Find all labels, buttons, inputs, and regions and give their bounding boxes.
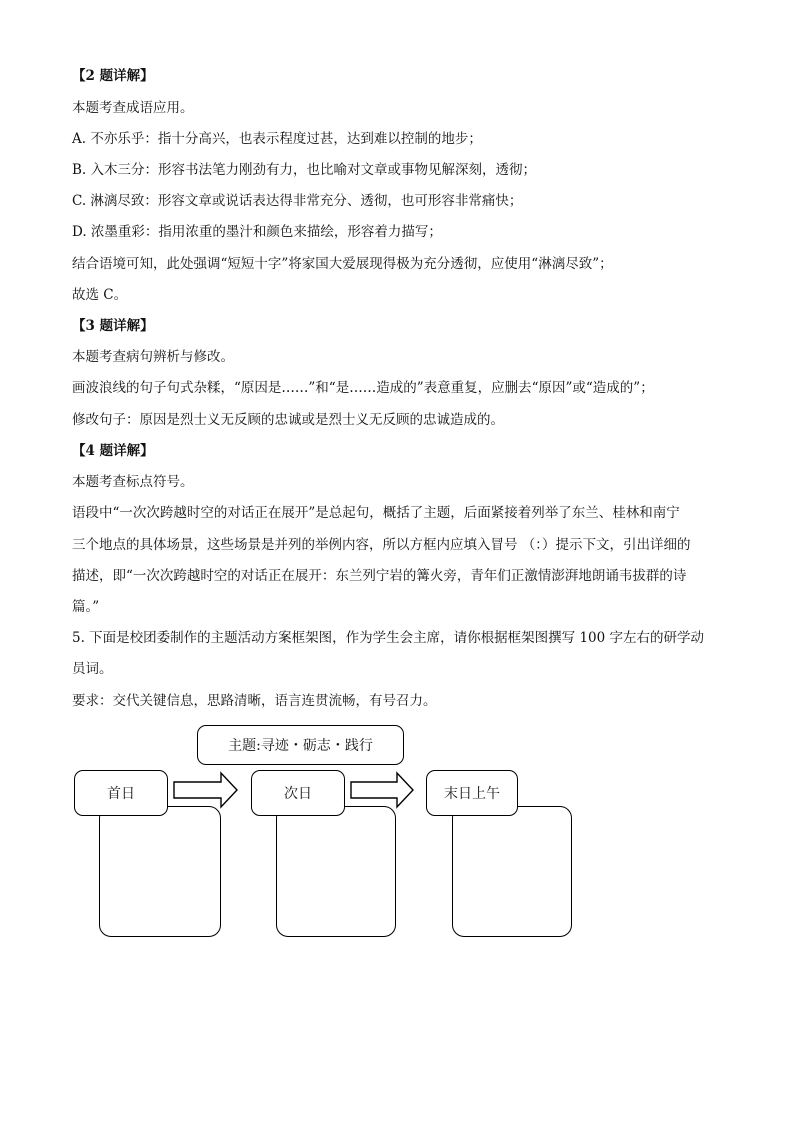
q2-option-d: D. 浓墨重彩：指用浓重的墨汁和颜色来描绘，形容着力描写； xyxy=(72,224,442,240)
arrow-icon xyxy=(351,773,413,807)
q3-line-2: 修改句子：原因是烈士义无反顾的忠诚或是烈士义无反顾的忠诚造成的。 xyxy=(72,412,504,428)
q3-title: 【3 题详解】 xyxy=(72,318,154,334)
q3-intro: 本题考查病句辨析与修改。 xyxy=(72,349,234,365)
diagram-day3: 末日上午 xyxy=(426,770,518,816)
q4-intro: 本题考查标点符号。 xyxy=(72,474,194,490)
q2-context: 结合语境可知，此处强调“短短十字”将家国大爱展现得极为充分透彻，应使用“淋漓尽致”； xyxy=(72,256,613,272)
diagram-day2: 次日 xyxy=(251,770,345,816)
q2-intro: 本题考查成语应用。 xyxy=(72,100,194,116)
diagram-theme: 主题:寻迹・砺志・践行 xyxy=(197,725,404,765)
q2-option-a: A. 不亦乐乎：指十分高兴，也表示程度过甚，达到难以控制的地步； xyxy=(72,131,482,147)
q4-line-2: 三个地点的具体场景，这些场景是并列的举例内容，所以方框内应填入冒号 （：）提示下文，引出详细的 xyxy=(72,537,691,553)
q2-option-b: B. 入木三分：形容书法笔力刚劲有力，也比喻对文章或事物见解深刻，透彻； xyxy=(72,162,537,178)
q4-line-3: 描述，即“一次次跨越时空的对话正在展开：东兰列宁岩的篝火旁，青年们正激情澎湃地朗诵韦拔群的诗 xyxy=(72,568,687,584)
q2-title: 【2 题详解】 xyxy=(72,68,154,84)
arrow-icon xyxy=(174,773,237,807)
q5-requirement: 要求：交代关键信息，思路清晰，语言连贯流畅，有号召力。 xyxy=(72,693,437,709)
q2-option-c: C. 淋漓尽致：形容文章或说话表达得非常充分、透彻，也可形容非常痛快； xyxy=(72,193,523,209)
q5-line-1: 5. 下面是校团委制作的主题活动方案框架图，作为学生会主席，请你根据框架图撰写 100 字左右的研学动 xyxy=(72,630,705,646)
q4-title: 【4 题详解】 xyxy=(72,443,154,459)
q4-line-1: 语段中“一次次跨越时空的对话正在展开”是总起句，概括了主题，后面紧接着列举了东兰、桂林和南宁 xyxy=(72,505,680,521)
q5-line-2: 员词。 xyxy=(72,661,113,677)
q2-answer: 故选 C。 xyxy=(72,287,128,303)
q3-line-1: 画波浪线的句子句式杂糅，“原因是……”和“是……造成的”表意重复，应删去“原因”或“造成的”； xyxy=(72,380,654,396)
diagram-day1: 首日 xyxy=(74,770,168,816)
q4-line-4: 篇。” xyxy=(72,599,100,615)
